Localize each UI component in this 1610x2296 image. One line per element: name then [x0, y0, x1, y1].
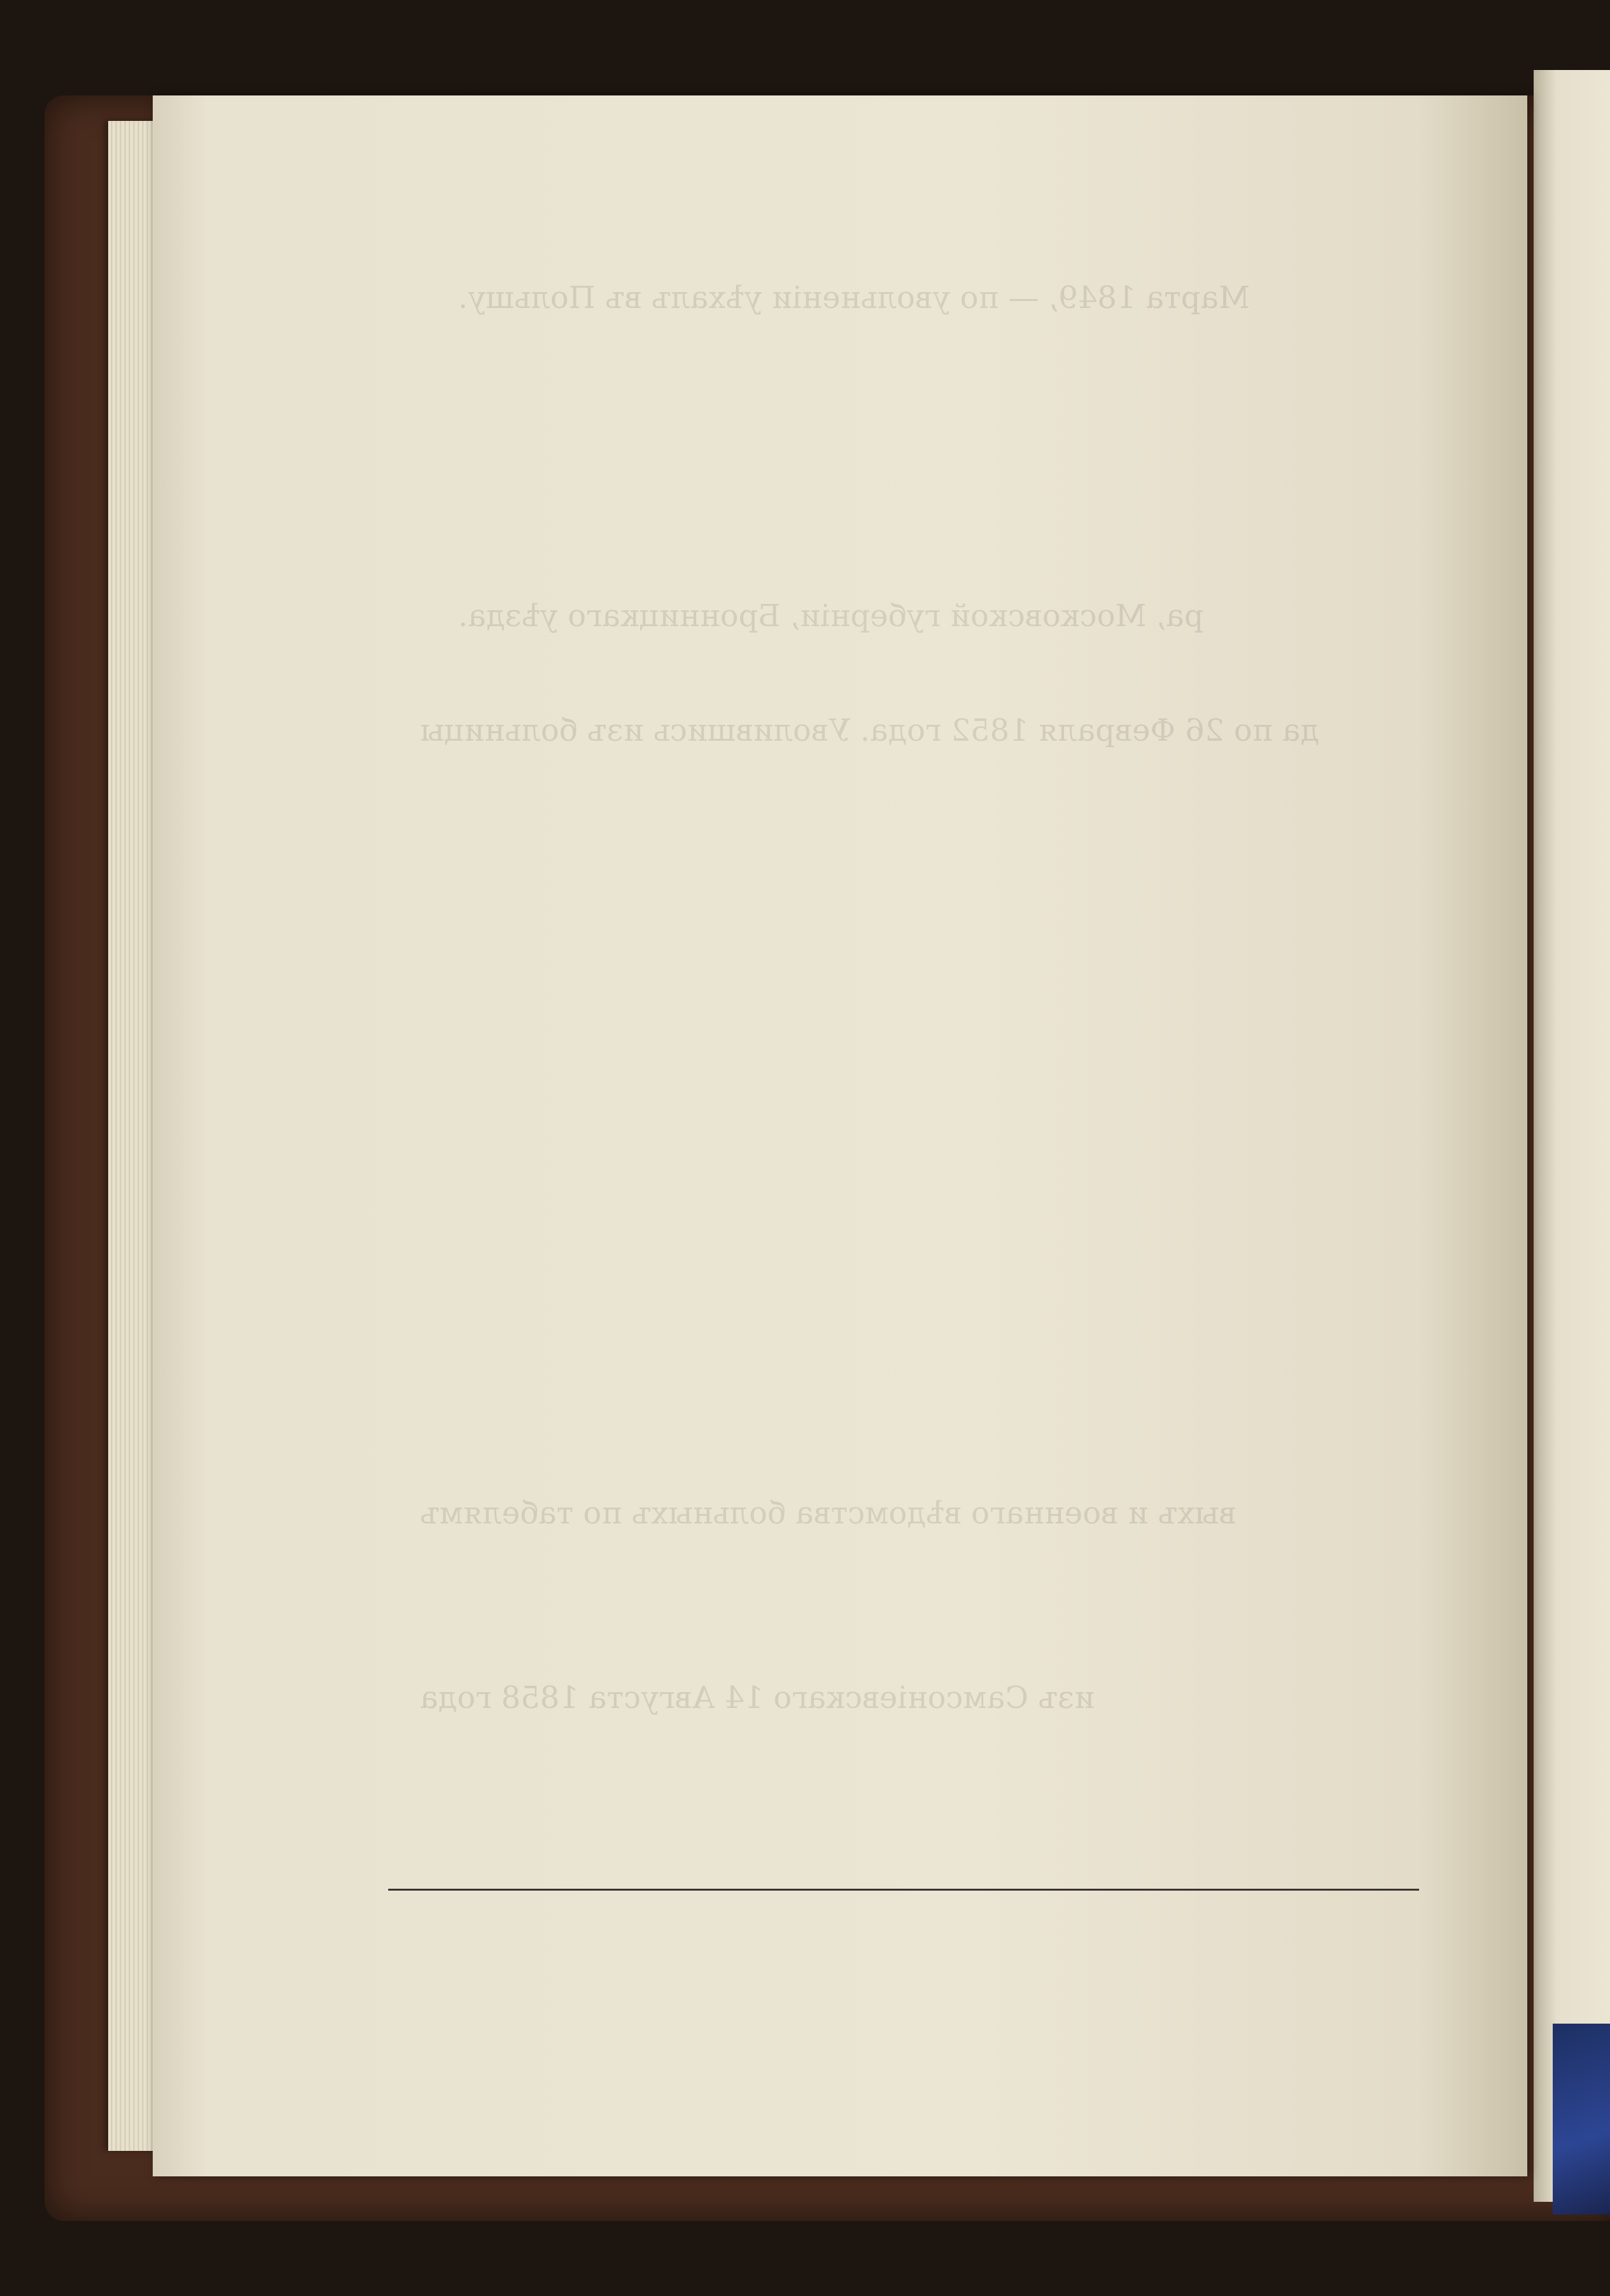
show-through-text: Марта 1849, — по увольненіи уѣхалъ въ Польшу.: [458, 280, 1250, 316]
blue-book-corner: [1553, 2024, 1610, 2215]
page-edges: [108, 121, 159, 2151]
next-page-edge: [1534, 70, 1610, 2202]
show-through-text: да по 26 Февраля 1852 года. Уволившись изъ больницы: [420, 713, 1320, 748]
show-through-text: изъ Самсоніевскаго 14 Августа 1858 года: [420, 1680, 1095, 1716]
book-page: [153, 95, 1527, 2176]
show-through-text: ра, Московской губерніи, Бронницкаго уѣзда.: [458, 598, 1204, 634]
total-rule: [388, 1889, 1419, 1891]
show-through-text: выхъ и военнаго вѣдомства больныхъ по табелямъ: [420, 1495, 1236, 1531]
